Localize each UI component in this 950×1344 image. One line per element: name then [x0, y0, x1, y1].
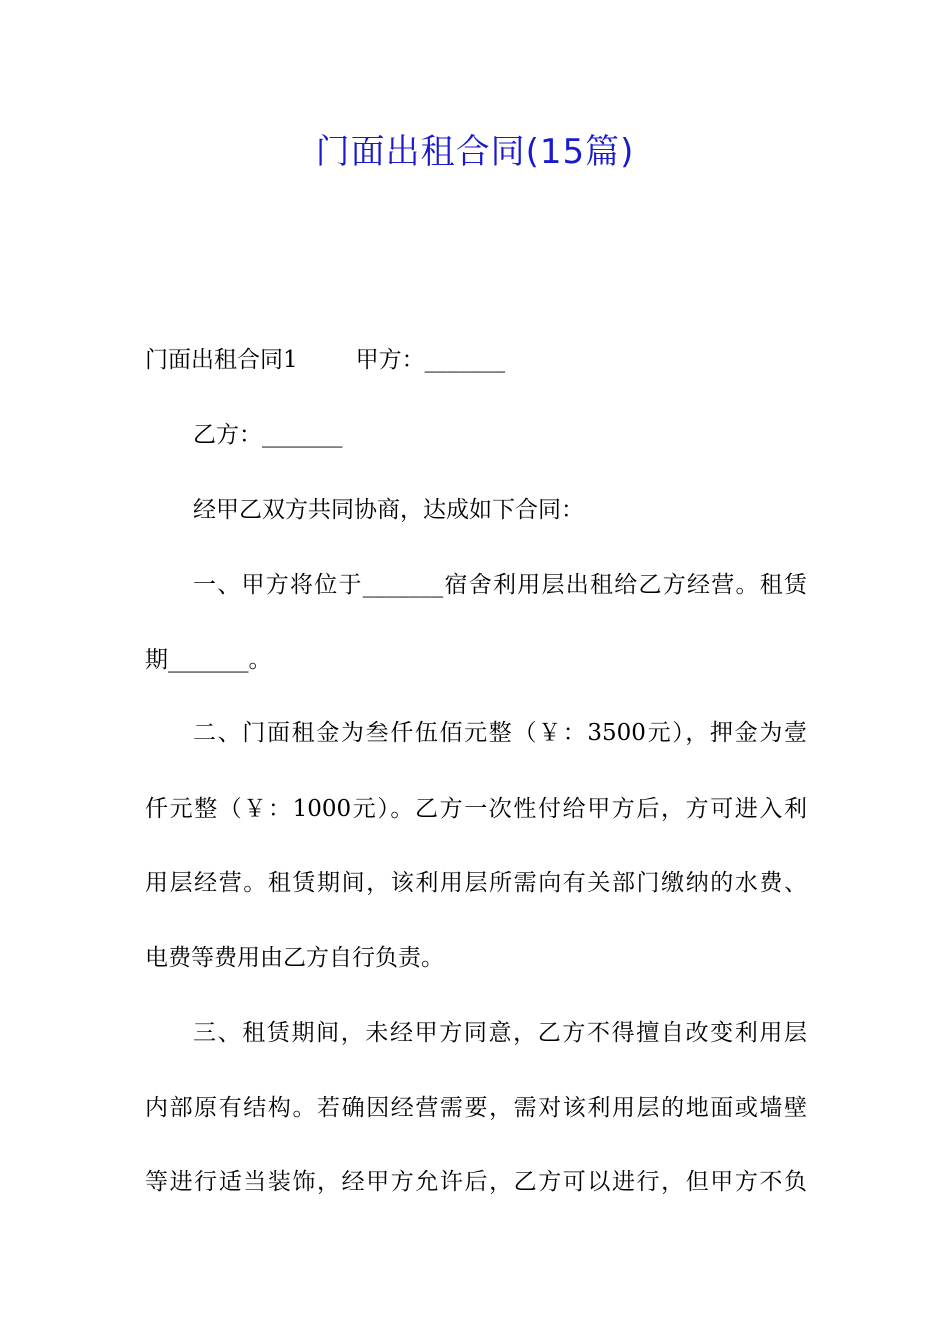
contract-heading: 门面出租合同1 [145, 347, 298, 373]
party-a-line: 甲方：_______ [355, 347, 506, 373]
paragraph-line: 期_______。 [145, 647, 272, 673]
paragraph-intro: 经甲乙双方共同协商，达成如下合同： [193, 497, 584, 523]
paragraph-line: 电费等费用由乙方自行负责。 [145, 945, 444, 971]
paragraph-line: 三、租赁期间，未经甲方同意，乙方不得擅自改变利用层 [193, 1020, 807, 1046]
paragraph-line: 一、甲方将位于_______宿舍利用层出租给乙方经营。租赁 [193, 572, 807, 598]
heading-line [145, 340, 505, 380]
paragraph-line: 二、门面租金为叁仟伍佰元整（￥：3500元），押金为壹 [193, 720, 807, 746]
party-b-line: 乙方：_______ [193, 422, 343, 448]
paragraph-line: 用层经营。租赁期间，该利用层所需向有关部门缴纳的水费、 [145, 870, 807, 896]
document-title: 门面出租合同(15篇) [315, 132, 635, 172]
paragraph-line: 内部原有结构。若确因经营需要，需对该利用层的地面或墙壁 [145, 1095, 807, 1121]
paragraph-line: 等进行适当装饰，经甲方允许后，乙方可以进行，但甲方不负 [145, 1169, 807, 1195]
paragraph-line: 仟元整（￥：1000元）。乙方一次性付给甲方后，方可进入利 [145, 796, 807, 822]
